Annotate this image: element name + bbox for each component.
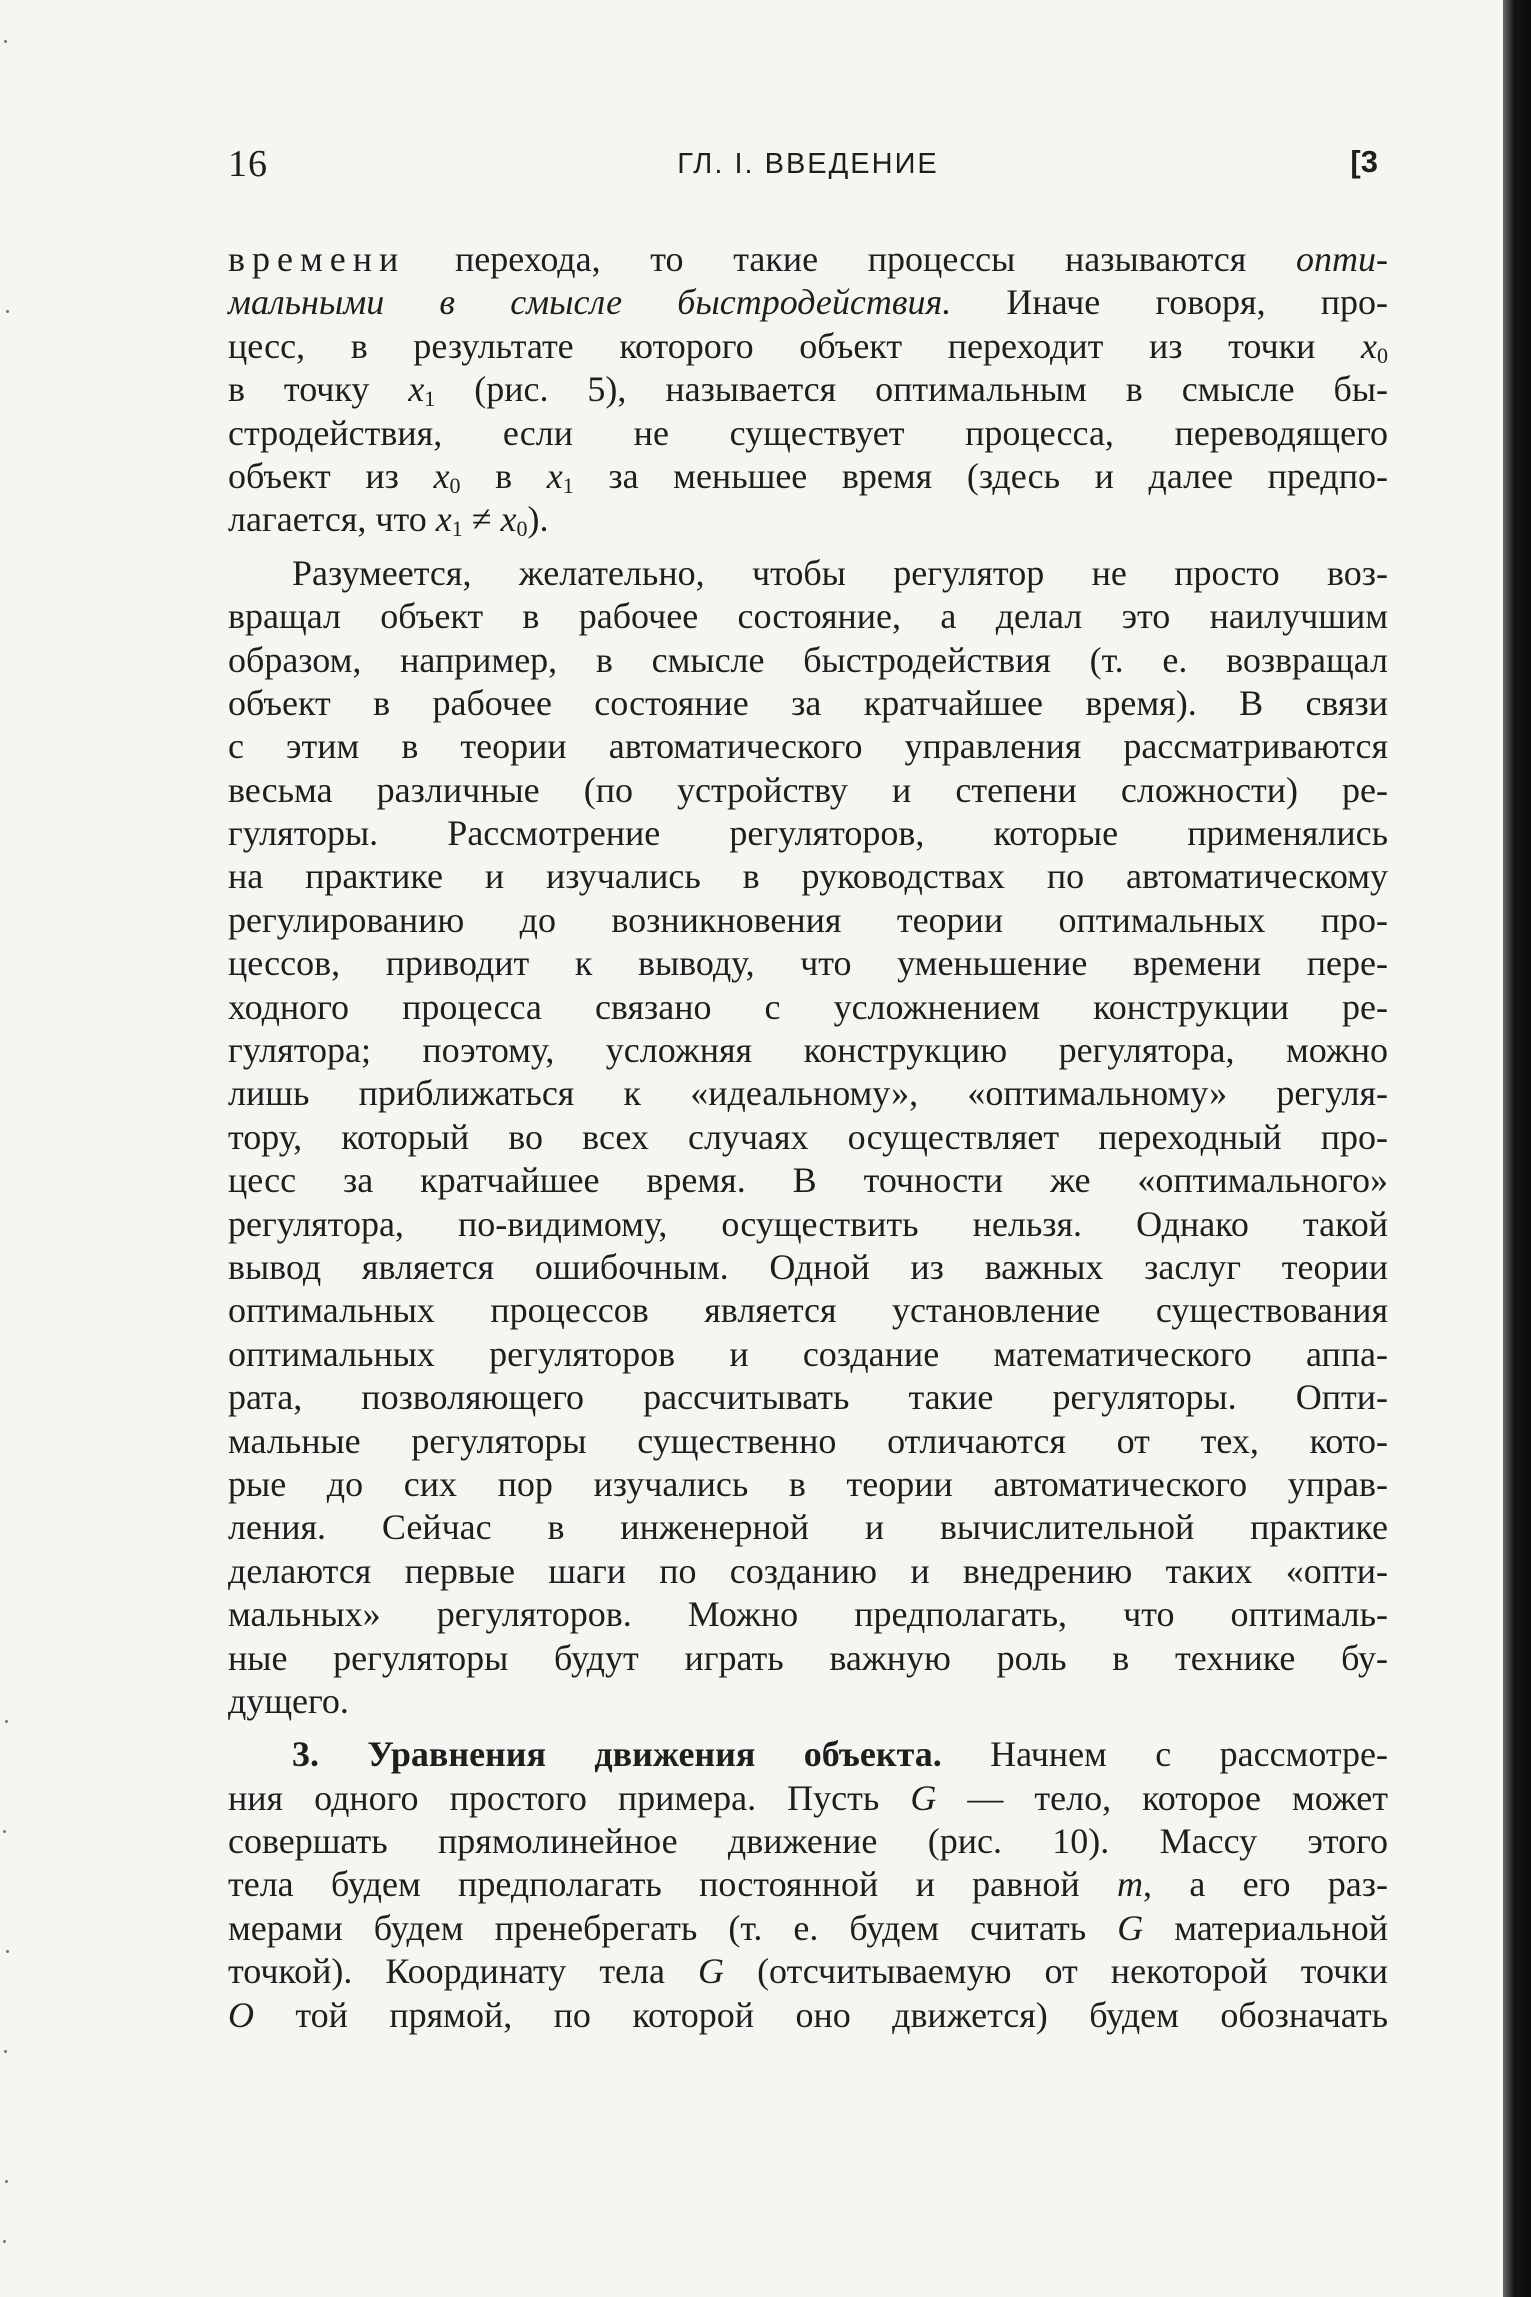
- text-line: регулятора, по-видимому, осуществить нельзя. Однако такой: [228, 1203, 1388, 1244]
- text-line: весьма различные (по устройству и степени сложности) ре-: [228, 769, 1388, 810]
- text-line: вращал объект в рабочее состояние, а делал это наилучшим: [228, 596, 1388, 637]
- text-line: дущего.: [228, 1680, 349, 1721]
- text-line: совершать прямолинейное движение (рис. 10). Массу этого: [228, 1821, 1388, 1862]
- scan-left-margin-specks: [0, 0, 14, 2297]
- running-head: ГЛ. I. ВВЕДЕНИЕ: [677, 148, 939, 180]
- text-line: в точку $x_1$ (рис. 5), называется оптимальным в смысле бы-: [228, 369, 1388, 412]
- text-line: гулятора; поэтому, усложняя конструкцию регулятора, можно: [228, 1030, 1388, 1071]
- text-line: мальные регуляторы существенно отличаются от тех, кото-: [228, 1420, 1388, 1461]
- text-line: мерами будем пренебрегать (т. е. будем считать G материальной: [228, 1907, 1388, 1948]
- text-line: лишь приближаться к «идеальному», «оптимальному» регуля-: [228, 1073, 1388, 1114]
- page-header: [228, 142, 1378, 192]
- text-line: цесс, в результате которого объект переходит из точки $x_0$: [228, 325, 1388, 368]
- text-line: мальными в смысле быстродействия. Иначе говоря, про-: [228, 282, 1388, 323]
- text-line: времени перехода, то такие процессы называются опти-: [228, 239, 1388, 279]
- section-heading: 3. Уравнения движения объекта.: [292, 1734, 942, 1775]
- body-text: [228, 238, 1388, 2037]
- text-line: лагается, что $x_1 \ne x_0$).: [228, 499, 549, 542]
- text-line: Разумеется, желательно, чтобы регулятор не просто воз-: [292, 552, 1388, 593]
- text-line: ния одного простого примера. Пусть G — тело, которое может: [228, 1777, 1388, 1818]
- text-line: цесс за кратчайшее время. В точности же «оптимального»: [228, 1160, 1388, 1201]
- section-heading-line: 3. Уравнения движения объекта. Начнем с рассмотре-: [292, 1734, 1389, 1775]
- text-line: ные регуляторы будут играть важную роль в технике бу-: [228, 1637, 1388, 1678]
- scan-dark-edge: [1503, 0, 1531, 2297]
- text-line: мальных» регуляторов. Можно предполагать, что оптималь-: [228, 1594, 1388, 1635]
- section-marker: [3: [1350, 144, 1378, 179]
- text-line: оптимальных процессов является установление существования: [228, 1290, 1388, 1331]
- text-line: стродействия, если не существует процесса, переводящего: [228, 412, 1388, 453]
- text-line: с этим в теории автоматического управления рассматриваются: [228, 726, 1388, 767]
- text-line: O той прямой, по которой оно движется) будем обозначать: [228, 1994, 1388, 2035]
- text-line: объект в рабочее состояние за кратчайшее время). В связи: [228, 682, 1388, 723]
- page-number: 16: [228, 143, 268, 185]
- text-line: объект из $x_0$ в $x_1$ за меньшее время (здесь и далее предпо-: [228, 455, 1389, 498]
- text-line: рые до сих пор изучались в теории автоматического управ-: [228, 1463, 1388, 1504]
- text-line: рата, позволяющего рассчитывать такие регуляторы. Опти-: [228, 1377, 1388, 1418]
- text-line: оптимальных регуляторов и создание математического аппа-: [228, 1333, 1388, 1374]
- text-line: образом, например, в смысле быстродействия (т. е. возвращал: [228, 639, 1388, 680]
- text-line: цессов, приводит к выводу, что уменьшение времени пере-: [228, 943, 1388, 984]
- text-line: тела будем предполагать постоянной и равной m, а его раз-: [228, 1864, 1388, 1905]
- text-line: ления. Сейчас в инженерной и вычислительной практике: [228, 1507, 1388, 1548]
- text-line: гуляторы. Рассмотрение регуляторов, которые применялись: [228, 813, 1388, 854]
- text-line: регулированию до возникновения теории оптимальных про-: [228, 899, 1388, 940]
- text-line: тору, который во всех случаях осуществляет переходный про-: [228, 1116, 1388, 1157]
- text-line: на практике и изучались в руководствах по автоматическому: [228, 856, 1388, 897]
- text-line: делаются первые шаги по созданию и внедрению таких «опти-: [228, 1550, 1388, 1591]
- text-line: точкой). Координату тела G (отсчитываемую от некоторой точки: [228, 1951, 1388, 1992]
- text-line: вывод является ошибочным. Одной из важных заслуг теории: [228, 1246, 1388, 1287]
- text-line: ходного процесса связано с усложнением конструкции ре-: [228, 986, 1388, 1027]
